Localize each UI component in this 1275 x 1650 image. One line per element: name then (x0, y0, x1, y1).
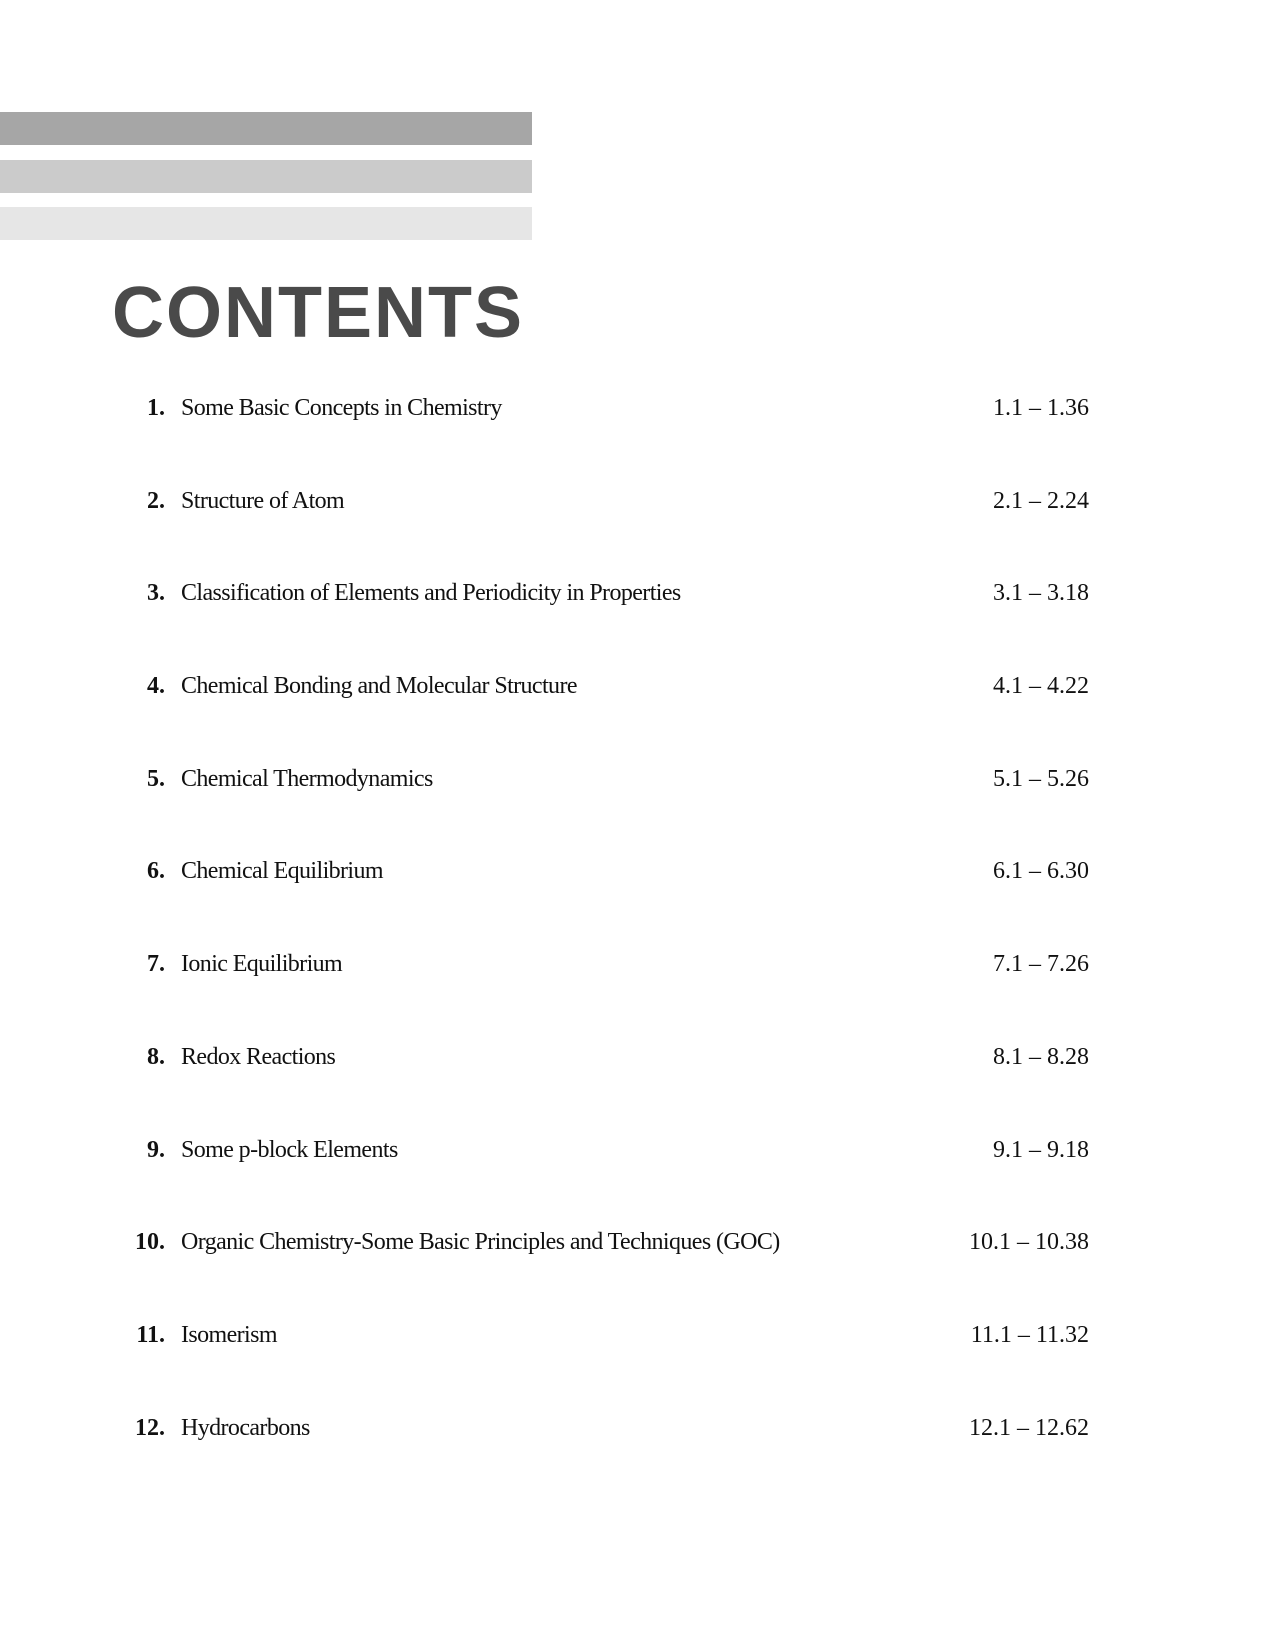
chapter-title: Some Basic Concepts in Chemistry (181, 395, 502, 421)
page-range: 8.1 – 8.28 (993, 1043, 1089, 1070)
toc-entry[interactable] (0, 1403, 1275, 1496)
toc-entry[interactable] (0, 1217, 1275, 1310)
chapter-number: 9. (147, 1136, 165, 1163)
chapter-number: 6. (147, 858, 165, 885)
chapter-number: 8. (147, 1043, 165, 1070)
chapter-number: 3. (147, 580, 165, 607)
page-range: 2.1 – 2.24 (993, 487, 1089, 514)
chapter-title: Ionic Equilibrium (181, 951, 343, 978)
page-range: 5.1 – 5.26 (993, 765, 1089, 792)
chapter-title: Some p-block Elements (181, 1136, 398, 1163)
page-range: 1.1 – 1.36 (993, 395, 1089, 421)
page-range: 11.1 – 11.32 (970, 1321, 1089, 1348)
toc-entry[interactable] (0, 939, 1275, 1032)
chapter-number: 7. (147, 951, 165, 978)
chapter-title: Hydrocarbons (181, 1414, 310, 1441)
toc-entry[interactable] (0, 383, 1275, 476)
page-title: CONTENTS (112, 273, 524, 353)
toc-entry[interactable] (0, 661, 1275, 754)
chapter-title: Organic Chemistry-Some Basic Principles and Techniques (GOC) (181, 1229, 780, 1256)
table-of-contents (0, 383, 1275, 1495)
chapter-title: Isomerism (181, 1321, 277, 1348)
decorative-bar-medium (0, 160, 532, 193)
page-range: 4.1 – 4.22 (993, 673, 1089, 700)
page-range: 9.1 – 9.18 (993, 1136, 1089, 1163)
chapter-title: Chemical Equilibrium (181, 858, 383, 885)
page-range: 6.1 – 6.30 (993, 858, 1089, 885)
page-range: 12.1 – 12.62 (969, 1414, 1089, 1441)
toc-entry[interactable] (0, 1032, 1275, 1125)
chapter-number: 1. (147, 395, 165, 421)
chapter-title: Structure of Atom (181, 487, 345, 514)
toc-entry[interactable] (0, 846, 1275, 939)
toc-entry[interactable] (0, 476, 1275, 569)
decorative-bar-dark (0, 112, 532, 145)
chapter-number: 12. (135, 1414, 165, 1441)
chapter-title: Redox Reactions (181, 1043, 336, 1070)
chapter-number: 4. (147, 673, 165, 700)
chapter-number: 10. (135, 1229, 165, 1256)
page-range: 7.1 – 7.26 (993, 951, 1089, 978)
chapter-number: 11. (136, 1321, 165, 1348)
chapter-number: 5. (147, 765, 165, 792)
chapter-number: 2. (147, 487, 165, 514)
toc-entry[interactable] (0, 568, 1275, 661)
chapter-title: Classification of Elements and Periodicity in Properties (181, 580, 681, 607)
page-range: 3.1 – 3.18 (993, 580, 1089, 607)
toc-entry[interactable] (0, 1125, 1275, 1218)
decorative-bar-light (0, 207, 532, 240)
toc-entry[interactable] (0, 1310, 1275, 1403)
toc-entry[interactable] (0, 754, 1275, 847)
page-range: 10.1 – 10.38 (969, 1229, 1089, 1256)
chapter-title: Chemical Bonding and Molecular Structure (181, 673, 577, 700)
chapter-title: Chemical Thermodynamics (181, 765, 433, 792)
